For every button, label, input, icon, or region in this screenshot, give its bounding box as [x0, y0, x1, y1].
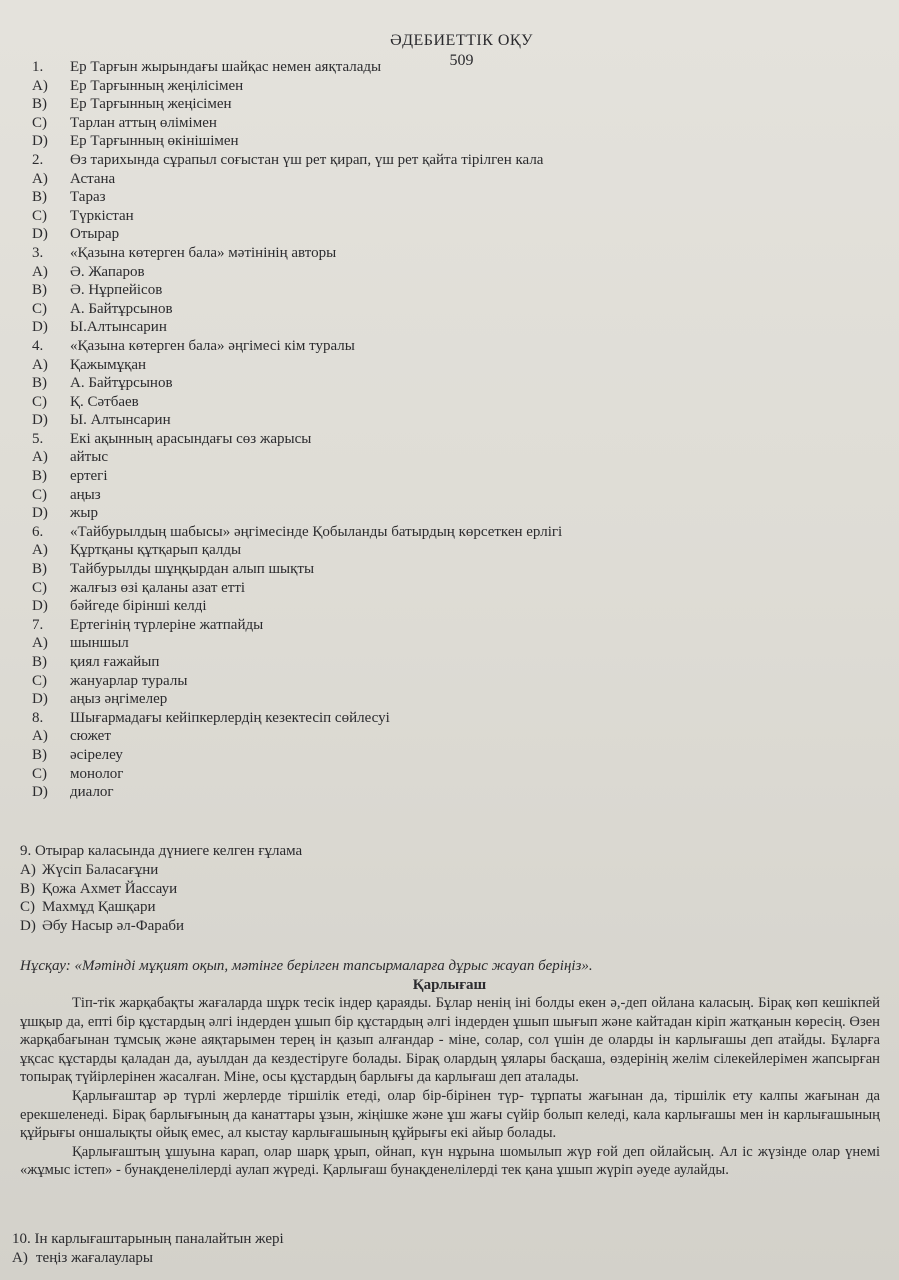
question-text: 10. Ін карлығаштарының паналайтын жері	[12, 1231, 284, 1247]
page-number: 509	[449, 52, 474, 69]
answer-option: D) жыр	[32, 505, 98, 522]
question-text: 4. «Қазына көтерген бала» әңгімесі кім туралы	[32, 337, 355, 354]
answer-option: A) теңіз жағалаулары	[12, 1249, 153, 1266]
answer-option: A) сюжет	[32, 728, 111, 745]
answer-option: D) бәйгеде бірінші келді	[32, 598, 207, 615]
answer-option: A) айтыс	[32, 449, 108, 466]
answer-option: B) Ә. Нұрпейісов	[32, 282, 163, 299]
answer-option: D) Отырар	[32, 226, 120, 243]
answer-option: A) Ә. Жапаров	[32, 263, 145, 280]
answer-option: D) Ер Тарғынның өкінішімен	[32, 133, 239, 150]
question-text: 3. «Қазына көтерген бала» мәтінінің авторы	[32, 244, 337, 261]
answer-option: C) А. Байтұрсынов	[32, 300, 173, 317]
paragraph: Тіп-тік жарқабақты жағаларда шұрк тесік індер қараяды. Бұлар ненің іні болды екен ә,-деп ойлана каласың. Бірақ көп кешікпей ұшқыр да, епті бір құстардың әлгі індерден ұшып бір құстардың әлгі індерден ұшып шығып және кайтадан кіріп жатқанын көресің. Өзен жарқабағынан тұмсық және аяқтарымен терең ін қазып алғандар - міне, солар, сол үшін де оларды ін карлығашы деп атайды. Бұларға ұқсас құстарды қаладан да, ауылдан да кездестіруге болады. Бірақ олардың ұялары басқаша, өздерінің желім сілекейлерімен жапсырған топырақ түйірлерінен жасалған. Міне, осы құстардың барлығы да карлығаш деп аталады.	[20, 995, 880, 1086]
answer-option: D) Ы.Алтынсарин	[32, 319, 167, 336]
answer-option: C) монолог	[32, 765, 124, 782]
answer-option: B) Ер Тарғынның жеңісімен	[32, 96, 232, 113]
question-text: 7. Ертегінің түрлеріне жатпайды	[32, 616, 264, 633]
answer-option: A) Жүсіп Баласағұни	[20, 861, 159, 878]
answer-option: B) әсірелеу	[32, 746, 123, 763]
answer-option: A) Ер Тарғынның жеңілісімен	[32, 77, 244, 94]
question-9	[20, 842, 880, 936]
answer-option: C) аңыз	[32, 486, 101, 503]
instruction: Нұсқау: «Мәтінді мұқият оқып, мәтінге берілген тапсырмаларға дұрыс жауап беріңіз».	[20, 958, 593, 974]
answer-option: A) Қажымұқан	[32, 356, 147, 373]
answer-option: C) Түркістан	[32, 207, 134, 224]
answer-option: C) Қ. Сәтбаев	[32, 393, 139, 410]
reading-title: Қарлығаш	[412, 977, 487, 993]
answer-option: B) А. Байтұрсынов	[32, 375, 173, 392]
answer-option: B) Тараз	[32, 189, 106, 206]
answer-option: D) аңыз әңгімелер	[32, 691, 168, 708]
answer-option: A) Астана	[32, 170, 116, 187]
answer-option: C) Тарлан аттың өлімімен	[32, 114, 217, 131]
paragraph: Қарлығаштар әр түрлі жерлерде тіршілік етеді, олар бір-бірінен түр- тұрпаты жағынан да, тіршілік ету калпы жағынан да ерекшеленеді. Бірақ барлығының да канаттары ұзын, жіңішке және ұш жағы сүйір болып келеді, кала карлығашы мен ін карлығашының құйрығы оншалықты ойық емес, ал кыстау карлығашының құйрығы екі айыр болады.	[20, 1087, 880, 1142]
answer-option: B) Тайбурылды шұңқырдан алып шықты	[32, 561, 315, 578]
answer-option: C) Махмұд Қашқари	[20, 899, 156, 916]
answer-option: A) Құртқаны құтқарып қалды	[32, 542, 242, 559]
question-text: 2. Өз тарихында сұрапыл соғыстан үш рет қирап, үш рет қайта тірілген кала	[32, 151, 544, 168]
answer-option: C) жануарлар туралы	[32, 672, 188, 689]
question-text: 9. Отырар каласында дүниеге келген ғұлама	[20, 843, 303, 859]
page-title: ӘДЕБИЕТТІК ОҚУ	[390, 32, 533, 49]
answer-option: A) шыншыл	[32, 635, 129, 652]
reading-text	[20, 994, 880, 1180]
paragraph: Қарлығаштың ұшуына карап, олар шарқ ұрып, ойнап, күн нұрына шомылып жүр ғой деп ойлайсың. Ал іс жүзінде олар үнемі «жұмыс істеп» - бунақденелілерді аулап жүреді. Қарлығаш бунақденелілерді тек қана ұшып жүріп әуеде аулайды.	[20, 1143, 880, 1179]
answer-option: D) Әбу Насыр әл-Фараби	[20, 918, 185, 935]
answer-option: B) Қожа Ахмет Йассауи	[20, 880, 178, 897]
answer-option: B) қиял ғажайып	[32, 654, 160, 670]
question-text: 8. Шығармадағы кейіпкерлердің кезектесіп сөйлесуі	[32, 709, 390, 726]
questions-1-8	[32, 58, 892, 802]
question-10	[12, 1230, 882, 1267]
answer-option: B) ертегі	[32, 468, 108, 485]
question-text: 6. «Тайбурылдың шабысы» әңгімесінде Қобыланды батырдың көрсеткен ерлігі	[32, 523, 563, 540]
answer-option: D) диалог	[32, 784, 114, 801]
question-text: 5. Екі ақынның арасындағы сөз жарысы	[32, 430, 312, 447]
answer-option: D) Ы. Алтынсарин	[32, 412, 171, 429]
question-text: 1. Ер Тарғын жырындағы шайқас немен аяқталады	[32, 59, 382, 75]
answer-option: C) жалғыз өзі қаланы азат етті	[32, 579, 246, 596]
